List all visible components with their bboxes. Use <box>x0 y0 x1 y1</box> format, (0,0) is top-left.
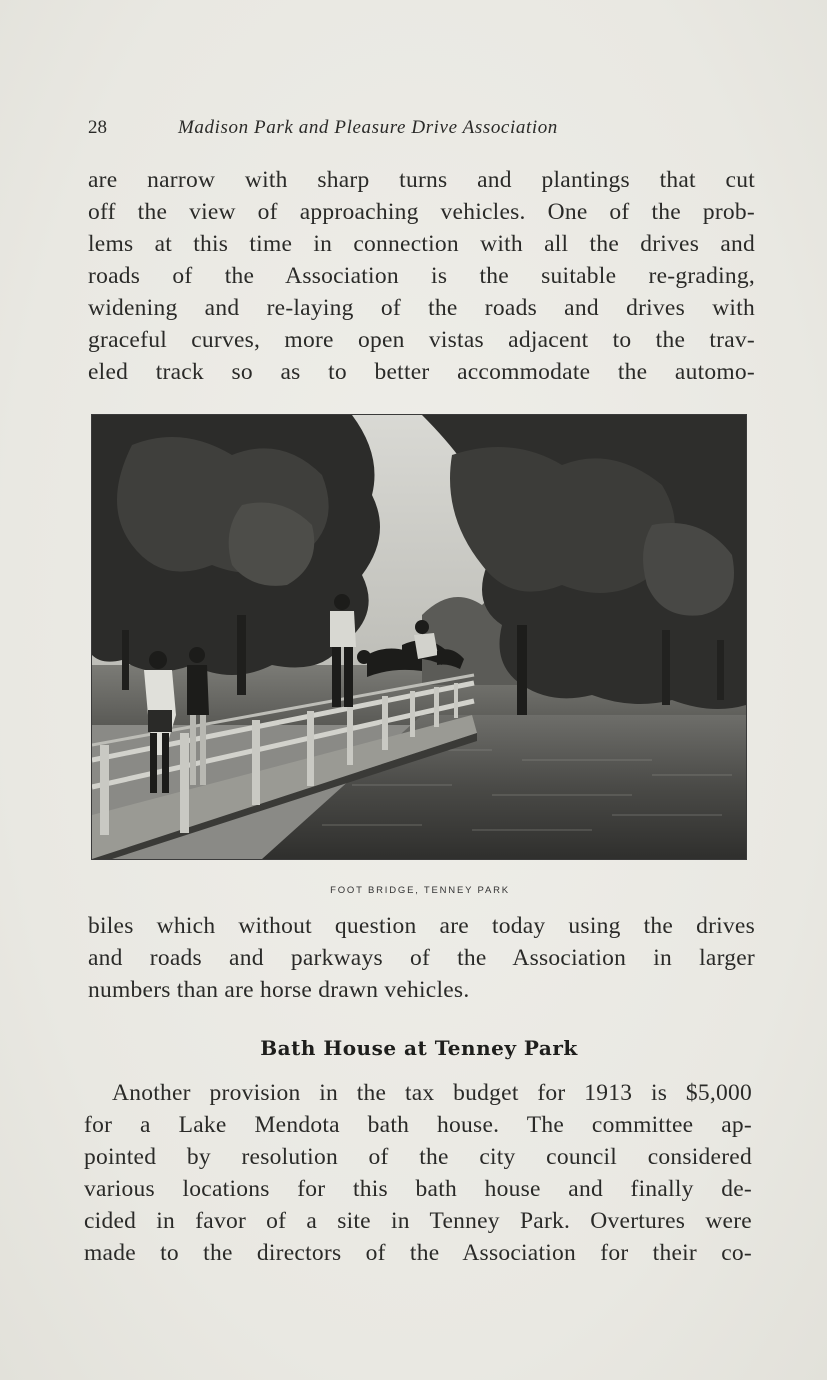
paragraph-line: roads of the Association is the suitable re-grading, <box>88 263 755 289</box>
photo-caption: FOOT BRIDGE, TENNEY PARK <box>330 885 510 896</box>
paragraph-line: cided in favor of a site in Tenney Park. Overtures were <box>84 1208 752 1234</box>
paragraph-3 <box>84 1077 752 1269</box>
page-number: 28 <box>88 117 107 138</box>
paragraph-2 <box>88 910 755 1006</box>
paragraph-line: eled track so as to better accommodate the automo- <box>88 359 755 385</box>
foot-bridge-photo <box>91 414 747 860</box>
paragraph-line: Another provision in the tax budget for 1913 is $5,000 <box>112 1080 752 1106</box>
paragraph-line: graceful curves, more open vistas adjacent to the trav- <box>88 327 755 353</box>
paragraph-line: various locations for this bath house and finally de- <box>84 1176 752 1202</box>
paragraph-line: biles which without question are today using the drives <box>88 913 755 939</box>
paragraph-line: and roads and parkways of the Association in larger <box>88 945 755 971</box>
running-title: Madison Park and Pleasure Drive Association <box>178 117 558 138</box>
paragraph-1 <box>88 164 755 388</box>
paragraph-line: are narrow with sharp turns and plantings that cut <box>88 167 755 193</box>
paragraph-line: for a Lake Mendota bath house. The committee ap- <box>84 1112 752 1138</box>
paragraph-line: lems at this time in connection with all the drives and <box>88 231 755 257</box>
paragraph-line: made to the directors of the Association for their co- <box>84 1240 752 1266</box>
paragraph-line: off the view of approaching vehicles. One of the prob- <box>88 199 755 225</box>
paragraph-line: widening and re-laying of the roads and drives with <box>88 295 755 321</box>
running-header <box>88 117 678 145</box>
photo-illustration <box>92 415 746 859</box>
paragraph-line: pointed by resolution of the city council considered <box>84 1144 752 1170</box>
paragraph-line last-line: numbers than are horse drawn vehicles. <box>88 977 470 1003</box>
section-heading: Bath House at Tenney Park <box>260 1036 578 1060</box>
